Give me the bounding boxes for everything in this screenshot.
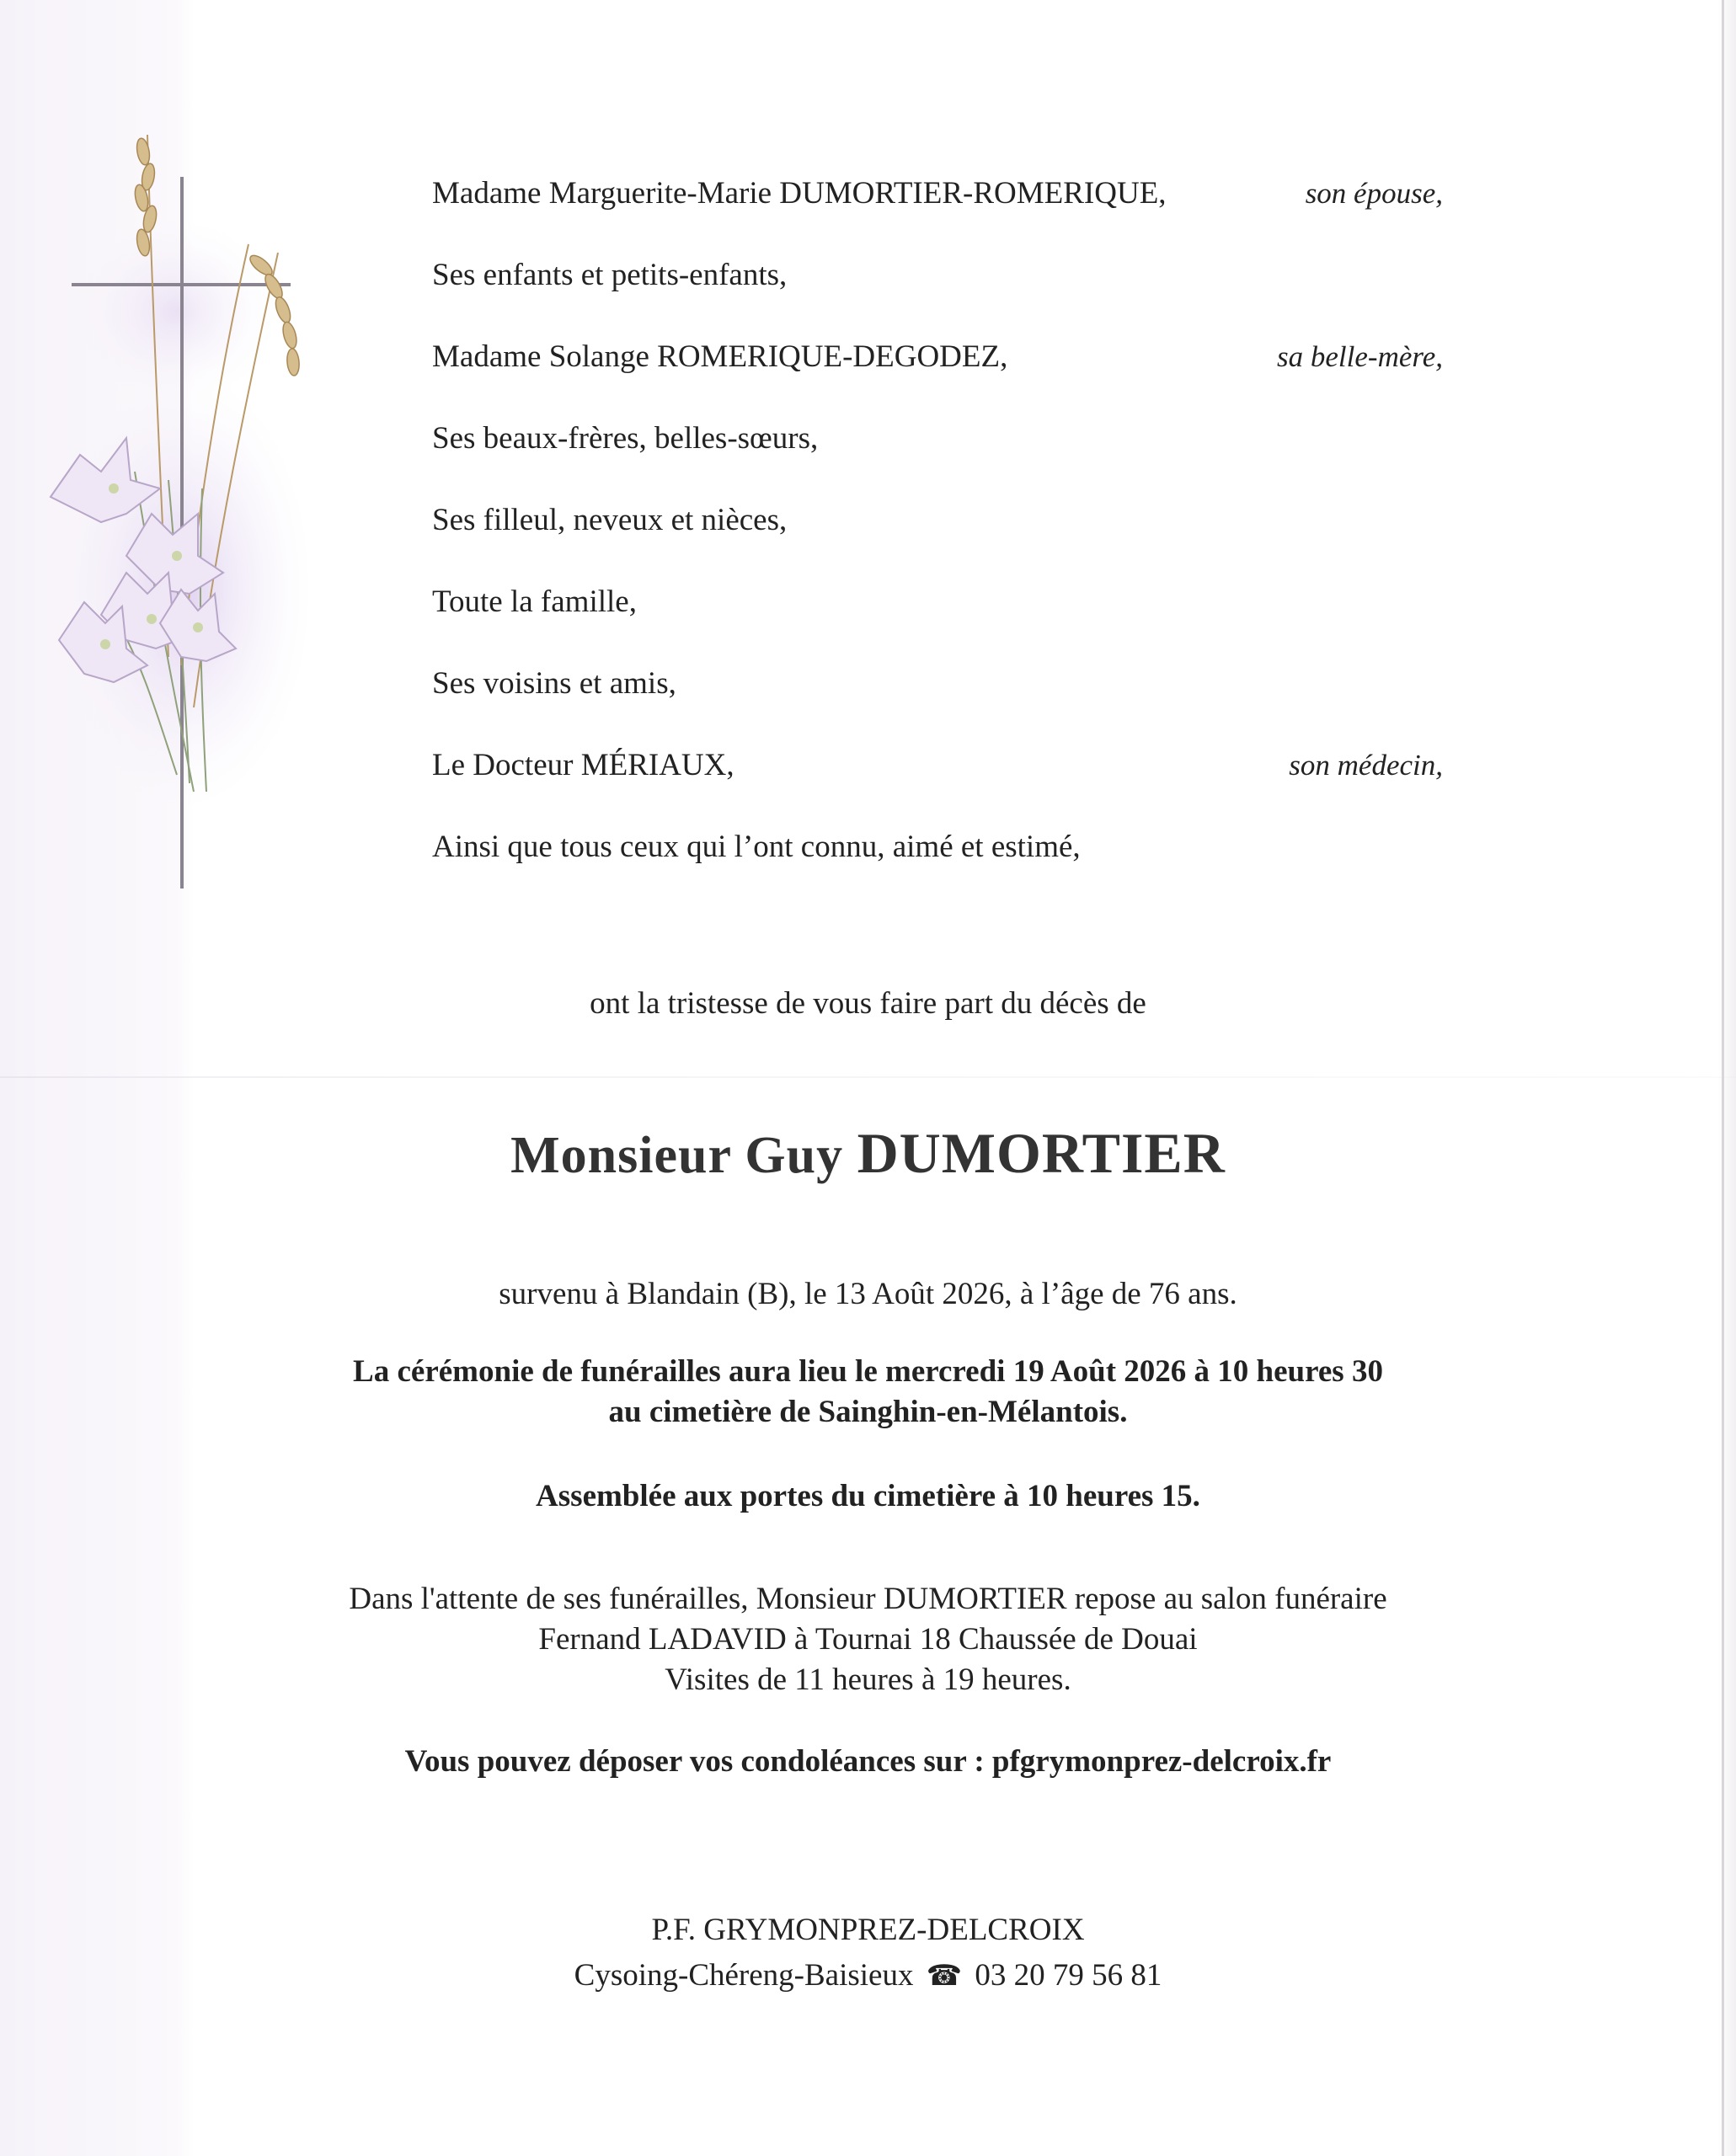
deceased-prefix: Monsieur Guy xyxy=(510,1127,844,1184)
mourner-name: Le Docteur MÉRIAUX, xyxy=(432,748,734,782)
gathering-info: Assemblée aux portes du cimetière à 10 heures 15. xyxy=(536,1479,1200,1513)
mourner-row xyxy=(432,822,1443,904)
mourner-row xyxy=(432,740,1443,822)
funeral-home-location: Cysoing-Chéreng-Baisieux xyxy=(574,1958,914,1993)
cross-flowers-decoration xyxy=(34,118,337,893)
mourner-relation: son médecin, xyxy=(1289,749,1443,782)
mourner-name: Madame Solange ROMERIQUE-DEGODEZ, xyxy=(432,339,1008,374)
ceremony-line: La cérémonie de funérailles aura lieu le mercredi 19 Août 2026 à 10 heures 30 xyxy=(353,1354,1383,1389)
mourner-row xyxy=(432,250,1443,332)
mourner-name: Ses beaux-frères, belles-sœurs, xyxy=(432,421,819,456)
fold-line xyxy=(0,1076,1736,1078)
wake-line: Fernand LADAVID à Tournai 18 Chaussée de Douai xyxy=(538,1622,1198,1657)
mourner-name: Ses voisins et amis, xyxy=(432,666,676,701)
death-info: survenu à Blandain (B), le 13 Août 2026, à l’âge de 76 ans. xyxy=(499,1277,1237,1311)
mourner-row xyxy=(432,577,1443,659)
page-edge xyxy=(1722,0,1724,2156)
ceremony-info xyxy=(0,1352,1736,1433)
mourner-name: Ses filleul, neveux et nièces, xyxy=(432,503,788,537)
mourner-name: Ses enfants et petits-enfants, xyxy=(432,258,788,292)
mourner-relation: sa belle-mère, xyxy=(1277,340,1443,373)
mourner-row xyxy=(432,168,1443,250)
mourner-name: Madame Marguerite-Marie DUMORTIER-ROMERIQUE, xyxy=(432,176,1167,211)
mourner-row xyxy=(432,332,1443,414)
condolences-info: Vous pouvez déposer vos condoléances sur : pfgrymonprez-delcroix.fr xyxy=(404,1744,1332,1779)
wake-line: Visites de 11 heures à 19 heures. xyxy=(665,1662,1071,1697)
mourner-relation: son épouse, xyxy=(1305,177,1443,210)
deceased-surname: DUMORTIER xyxy=(857,1121,1226,1185)
deceased-name xyxy=(0,1120,1736,1187)
wake-line: Dans l'attente de ses funérailles, Monsieur DUMORTIER repose au salon funéraire xyxy=(349,1582,1387,1616)
funeral-home-phone: 03 20 79 56 81 xyxy=(975,1958,1162,1993)
funeral-home-contact xyxy=(0,1953,1736,1999)
announcement-text: ont la tristesse de vous faire part du décès de xyxy=(590,986,1146,1021)
wake-info xyxy=(0,1579,1736,1700)
funeral-home xyxy=(0,1908,1736,1999)
mourner-row xyxy=(432,414,1443,495)
funeral-home-name: P.F. GRYMONPREZ-DELCROIX xyxy=(651,1913,1085,1947)
mourner-row xyxy=(432,659,1443,740)
mourners-list xyxy=(432,168,1443,904)
mourner-name: Toute la famille, xyxy=(432,584,637,619)
ceremony-line: au cimetière de Sainghin-en-Mélantois. xyxy=(608,1395,1128,1429)
phone-icon: ☎ xyxy=(926,1961,963,1992)
mourner-name: Ainsi que tous ceux qui l’ont connu, aimé et estimé, xyxy=(432,830,1081,864)
mourner-row xyxy=(432,495,1443,577)
